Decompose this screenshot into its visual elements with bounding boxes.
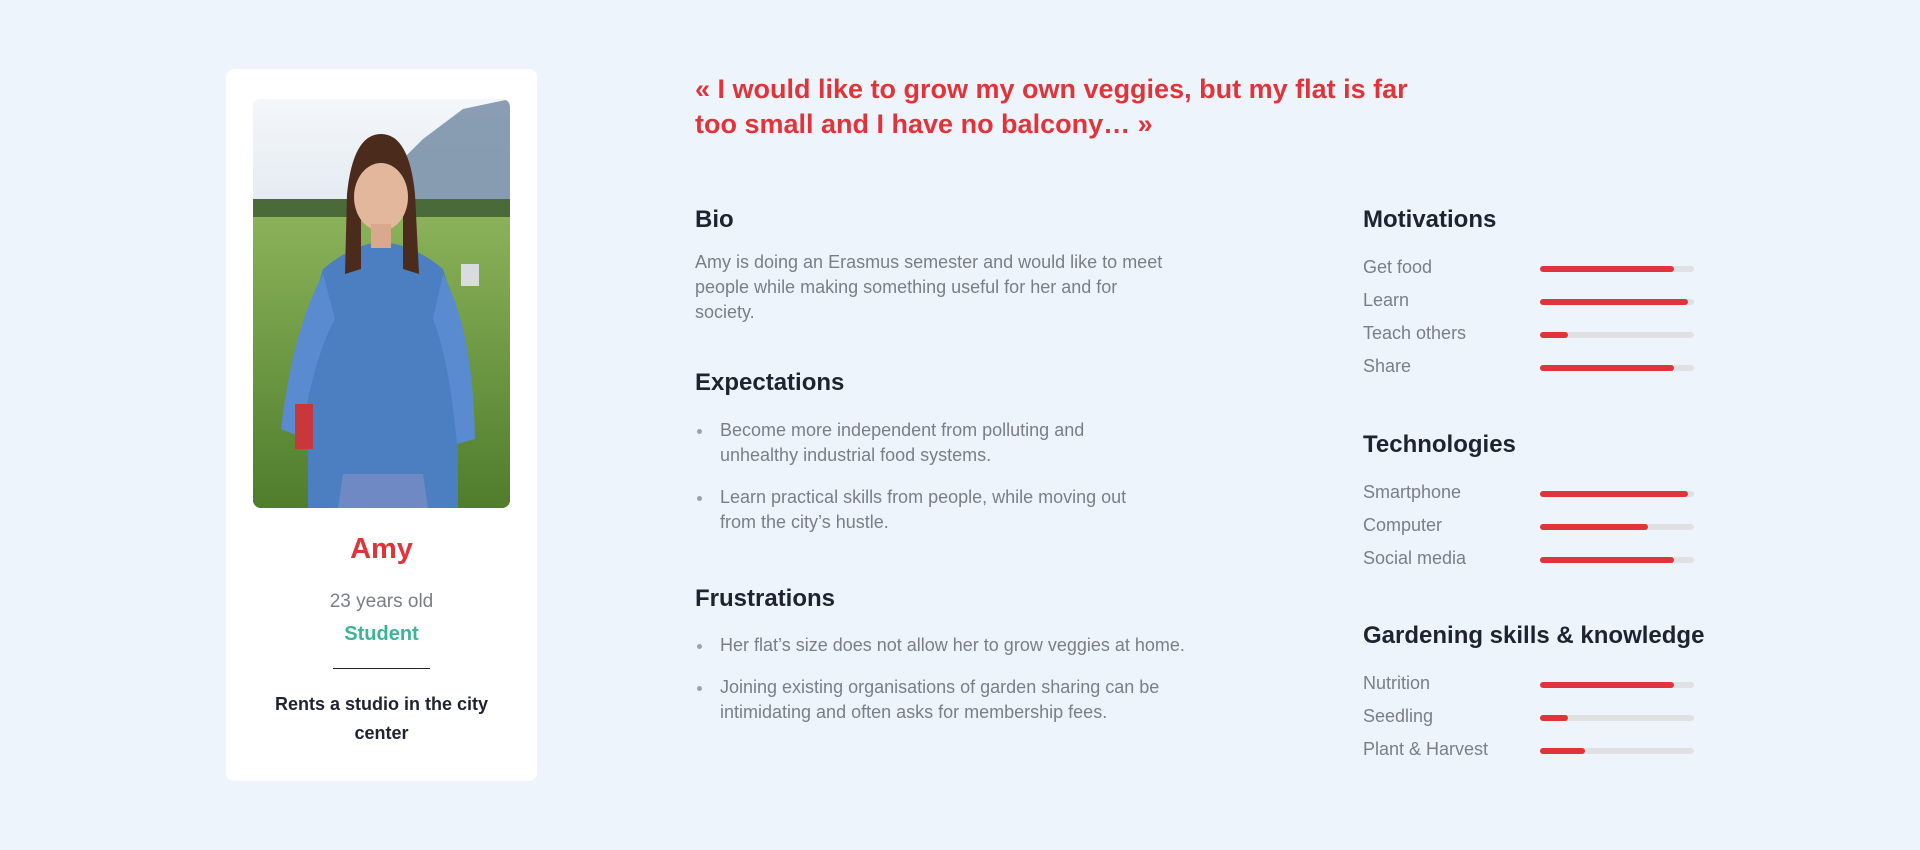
motivations-title: Motivations [1363,206,1497,233]
frustration-text: Her flat’s size does not allow her to grow veggies at home. [720,635,1185,655]
skill-bar-fill [1540,266,1674,272]
persona-photo [253,99,510,508]
expectation-text: Learn practical skills from people, while moving out from the city’s hustle. [720,487,1127,532]
list-item [695,418,1165,468]
bio-title: Bio [695,206,734,233]
frustrations-list [695,633,1225,742]
persona-card [226,69,537,781]
frustration-text: Joining existing organisations of garden sharing can be intimidating and often asks for membership fees. [720,677,1160,722]
skill-row [1363,738,1693,771]
persona-housing: Rents a studio in the city center [274,694,489,743]
skill-bar-track [1540,682,1694,688]
bullet-icon [697,429,702,434]
persona-quote: « I would like to grow my own veggies, but my flat is far too small and I have no balcony… » [695,74,1408,139]
skill-label: Social media [1363,548,1467,568]
skill-bar-track [1540,491,1694,497]
skill-bar-track [1540,715,1694,721]
expectations-list [695,418,1165,552]
skill-bar-track [1540,266,1694,272]
persona-age: 23 years old [329,591,434,612]
skill-label: Share [1363,356,1412,376]
skill-label: Computer [1363,515,1443,535]
skill-bar-fill [1540,682,1674,688]
skill-label: Seedling [1363,706,1434,726]
skill-row [1363,289,1693,322]
technologies-bars [1363,481,1693,580]
skill-label: Smartphone [1363,482,1462,502]
skill-bar-track [1540,365,1694,371]
list-item [695,633,1225,658]
skill-row [1363,256,1693,289]
skill-row [1363,705,1693,738]
gardening-title: Gardening skills & knowledge [1363,622,1705,649]
bullet-icon [697,496,702,501]
skill-bar-track [1540,332,1694,338]
persona-name: Amy [350,533,413,565]
skill-label: Teach others [1363,323,1467,343]
skill-bar-track [1540,748,1694,754]
skill-bar-fill [1540,557,1674,563]
bullet-icon [697,686,702,691]
skill-row [1363,322,1693,355]
skill-bar-fill [1540,332,1568,338]
skill-label: Get food [1363,257,1433,277]
bullet-icon [697,644,702,649]
skill-bar-fill [1540,748,1585,754]
skill-row [1363,672,1693,705]
list-item [695,485,1165,535]
skill-row [1363,481,1693,514]
technologies-title: Technologies [1363,431,1516,458]
card-divider [333,668,430,669]
skill-bar-fill [1540,524,1648,530]
skill-bar-track [1540,524,1694,530]
bio-text: Amy is doing an Erasmus semester and would like to meet people while making something useful for her and for society. [695,252,1163,322]
skill-label: Nutrition [1363,673,1431,693]
expectation-text: Become more independent from polluting and unhealthy industrial food systems. [720,420,1085,465]
skill-bar-fill [1540,299,1688,305]
skill-row [1363,355,1693,388]
skill-bar-track [1540,557,1694,563]
skill-label: Learn [1363,290,1410,310]
skill-bar-fill [1540,715,1568,721]
skill-row [1363,514,1693,547]
motivations-bars [1363,256,1693,388]
frustrations-title: Frustrations [695,585,836,612]
skill-bar-track [1540,299,1694,305]
skill-bar-fill [1540,491,1688,497]
persona-role: Student [344,623,419,645]
skill-label: Plant & Harvest [1363,739,1489,759]
list-item [695,675,1225,725]
skill-row [1363,547,1693,580]
skill-bar-fill [1540,365,1674,371]
gardening-bars [1363,672,1693,771]
expectations-title: Expectations [695,369,845,396]
